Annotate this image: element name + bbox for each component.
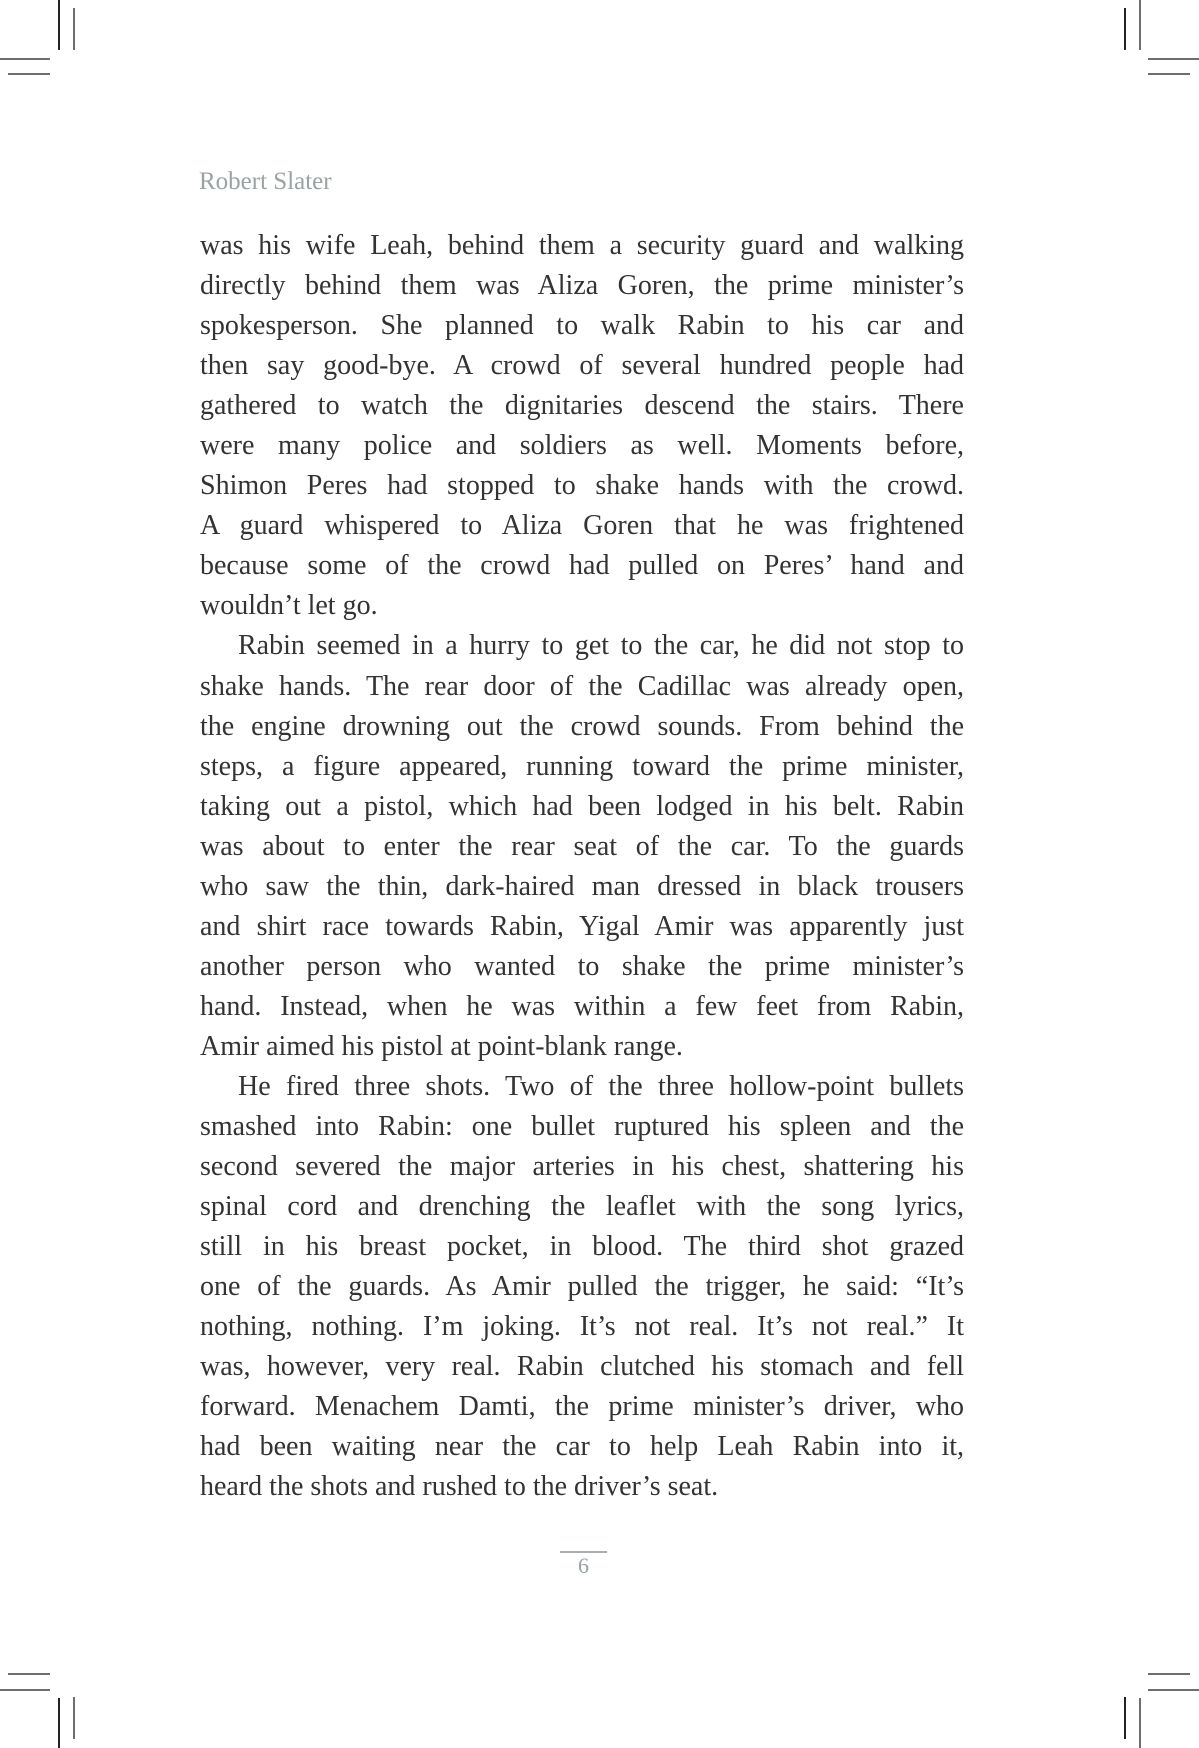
text-line: spinal cord and drenching the leaflet with the song lyrics, [200, 1191, 964, 1223]
text-line: who saw the thin, dark-haired man dressed in black trousers [200, 870, 964, 902]
text-line: was, however, very real. Rabin clutched his stomach and fell [200, 1351, 964, 1383]
text-line: directly behind them was Aliza Goren, the prime minister’s [200, 270, 964, 302]
text-line-paragraph-end: heard the shots and rushed to the driver’s seat. [200, 1471, 719, 1503]
crop-mark-top-left-outer [58, 0, 60, 50]
crop-mark-top-right-h1 [1148, 58, 1199, 60]
crop-mark-top-right-inner [1124, 8, 1126, 50]
body-text [200, 226, 964, 1508]
crop-mark-bottom-right-h2 [1148, 1689, 1199, 1691]
crop-mark-top-left-h2 [8, 73, 50, 75]
text-line: taking out a pistol, which had been lodged in his belt. Rabin [200, 790, 964, 822]
crop-mark-bottom-left-h1 [8, 1673, 50, 1675]
text-line: shake hands. The rear door of the Cadillac was already open, [200, 670, 964, 702]
text-line: Shimon Peres had stopped to shake hands with the crowd. [200, 470, 964, 502]
crop-mark-top-right-outer [1139, 0, 1141, 50]
text-line: smashed into Rabin: one bullet ruptured his spleen and the [200, 1111, 964, 1143]
crop-mark-bottom-left-outer [58, 1698, 60, 1748]
crop-mark-top-left-h1 [0, 58, 50, 60]
text-line: gathered to watch the dignitaries descend the stairs. There [200, 390, 964, 422]
text-line: were many police and soldiers as well. Moments before, [200, 430, 964, 462]
running-head-author: Robert Slater [199, 168, 332, 195]
page-number: 6 [578, 1553, 589, 1578]
text-line: second severed the major arteries in his chest, shattering his [200, 1151, 964, 1183]
text-line: spokesperson. She planned to walk Rabin to his car and [200, 310, 964, 342]
crop-mark-bottom-right-h1 [1148, 1673, 1190, 1675]
text-line: steps, a figure appeared, running toward the prime minister, [200, 750, 964, 782]
text-line: forward. Menachem Damti, the prime minister’s driver, who [200, 1391, 964, 1423]
text-line-paragraph-end: Amir aimed his pistol at point-blank range. [200, 1030, 683, 1062]
text-line: one of the guards. As Amir pulled the trigger, he said: “It’s [200, 1271, 964, 1303]
text-line: nothing, nothing. I’m joking. It’s not real. It’s not real.” It [200, 1311, 964, 1343]
text-line: because some of the crowd had pulled on Peres’ hand and [200, 550, 964, 582]
text-line: had been waiting near the car to help Leah Rabin into it, [200, 1431, 964, 1463]
text-line: was his wife Leah, behind them a security guard and walking [200, 230, 964, 261]
crop-mark-top-left-inner [73, 8, 75, 50]
crop-mark-bottom-right-outer [1139, 1698, 1141, 1748]
crop-mark-bottom-left-inner [73, 1697, 75, 1739]
text-line: still in his breast pocket, in blood. The third shot grazed [200, 1231, 964, 1263]
text-line: was about to enter the rear seat of the car. To the guards [200, 830, 964, 862]
text-line-paragraph-end: wouldn’t let go. [200, 590, 378, 622]
text-line: hand. Instead, when he was within a few feet from Rabin, [200, 990, 964, 1022]
text-line: and shirt race towards Rabin, Yigal Amir was apparently just [200, 910, 964, 942]
text-line-paragraph-start: He fired three shots. Two of the three hollow-point bullets [238, 1070, 964, 1102]
text-line: then say good-bye. A crowd of several hundred people had [200, 350, 964, 382]
crop-mark-bottom-left-h2 [0, 1689, 50, 1691]
text-line: A guard whispered to Aliza Goren that he was frightened [200, 510, 964, 542]
text-line: another person who wanted to shake the prime minister’s [200, 950, 964, 982]
crop-mark-bottom-right-inner [1124, 1697, 1126, 1739]
crop-mark-top-right-h2 [1148, 73, 1190, 75]
text-line: the engine drowning out the crowd sounds. From behind the [200, 710, 964, 742]
text-line-paragraph-start: Rabin seemed in a hurry to get to the car, he did not stop to [238, 630, 964, 662]
